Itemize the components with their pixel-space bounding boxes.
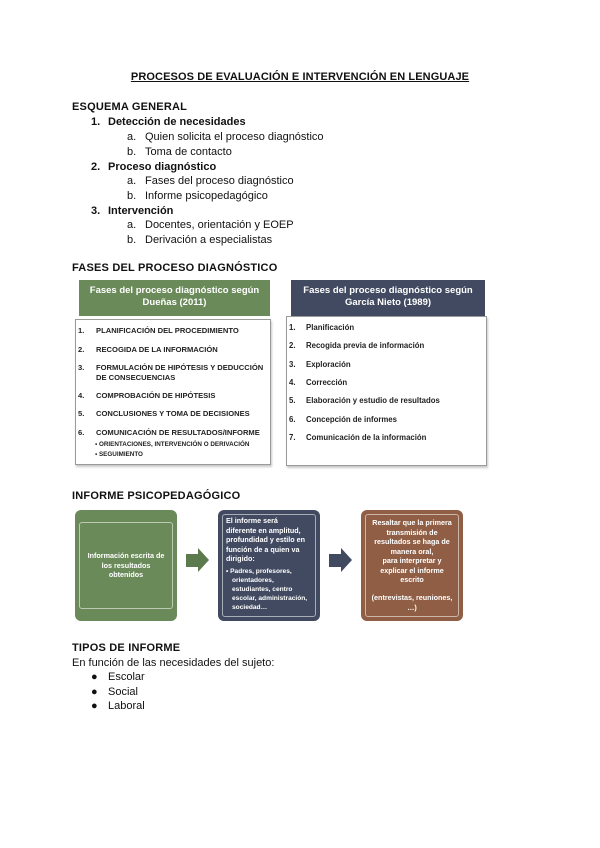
fases-right-header [291, 280, 485, 316]
fases-heading: FASES DEL PROCESO DIAGNÓSTICO [72, 262, 278, 274]
list-item-label: Detección de necesidades [108, 116, 246, 128]
bullet-icon: ● [91, 700, 98, 712]
informe-heading: INFORME PSICOPEDAGÓGICO [72, 490, 241, 502]
phase-label: Elaboración y estudio de resultados [306, 396, 440, 405]
phase-number: 6. [78, 428, 85, 437]
card-bullet-line: escolar, administración, [232, 595, 308, 602]
phase-number: 5. [78, 409, 85, 418]
card-line: los resultados [101, 560, 151, 570]
card-line: …) [407, 602, 417, 612]
phase-bullet-text: SEGUIMIENTO [98, 451, 143, 458]
card-bullet-line: orientadores, [232, 577, 274, 584]
phase-number: 2. [289, 341, 296, 350]
phase-label: Planificación [306, 323, 355, 332]
sub-item-letter: a. [127, 219, 137, 231]
phase-number: 3. [289, 360, 296, 369]
card-line: explicar el informe [380, 565, 444, 575]
list-item-number: 3. [91, 205, 101, 217]
card-line: profundidad y estilo en [226, 535, 306, 544]
sub-item-letter: b. [127, 234, 137, 246]
informe-card-green [75, 510, 177, 621]
card-line: diferente en amplitud, [226, 525, 301, 535]
list-item-number: 1. [91, 116, 101, 128]
fases-right-table [286, 316, 487, 466]
card-line: El informe será [226, 516, 278, 525]
phase-number: 4. [78, 391, 85, 400]
sub-item-text: Fases del proceso diagnóstico [145, 175, 294, 187]
fases-right-header-line2: García Nieto (1989) [344, 297, 432, 308]
phase-bullet-text: ORIENTACIONES, INTERVENCIÓN O DERIVACIÓN [98, 441, 250, 448]
phase-label: PLANIFICACIÓN DEL PROCEDIMIENTO [96, 326, 239, 335]
phase-number: 4. [289, 378, 296, 387]
card-bullet-line: estudiantes, centro [232, 586, 293, 593]
tipos-item: Laboral [108, 700, 145, 712]
card-line: función de a quien va [226, 544, 300, 554]
phase-label-continued: DE CONSECUENCIAS [96, 373, 176, 382]
phase-label: Concepción de informes [306, 415, 397, 424]
card-line: manera oral, [390, 546, 434, 556]
informe-card-brown [361, 510, 463, 621]
arrow-shaft [186, 554, 198, 567]
phase-label: RECOGIDA DE LA INFORMACIÓN [96, 345, 218, 354]
phase-label: Recogida previa de información [306, 341, 425, 350]
sub-item-letter: b. [127, 190, 137, 202]
card-bullet-line: sociedad… [232, 604, 268, 611]
card-line: obtenidos [108, 570, 144, 579]
phase-label: FORMULACIÓN DE HIPÓTESIS Y DEDUCCIÓN [96, 363, 264, 372]
bullet-icon: ▪ [95, 441, 98, 448]
fases-left-header-line1: Fases del proceso diagnóstico según [89, 285, 260, 296]
list-item-label: Intervención [108, 205, 174, 217]
sub-item-text: Quien solicita el proceso diagnóstico [145, 131, 324, 143]
phase-label: Exploración [306, 360, 351, 369]
phase-label: COMPROBACIÓN DE HIPÓTESIS [96, 391, 216, 400]
phase-label: Corrección [306, 378, 348, 387]
card-line: resultados se haga de [374, 537, 450, 546]
phase-label: Comunicación de la información [306, 433, 427, 442]
list-item-label: Proceso diagnóstico [108, 161, 217, 173]
phase-bullet [95, 451, 143, 458]
card-bullet-line: • Padres, profesores, [226, 568, 292, 575]
right-arrow-icon [198, 548, 209, 572]
sub-item-letter: b. [127, 146, 137, 158]
arrow-shaft [329, 554, 341, 567]
bullet-icon: ▪ [95, 451, 98, 458]
fases-left-header-line2: Dueñas (2011) [142, 297, 207, 308]
fases-left-table [75, 319, 271, 465]
card-line: para interpretar y [382, 556, 442, 565]
card-line: Resaltar que la primera [372, 518, 452, 527]
phase-number: 3. [78, 363, 85, 372]
sub-item-letter: a. [127, 175, 137, 187]
phase-number: 1. [289, 323, 296, 332]
list-item-number: 2. [91, 161, 101, 173]
fases-left-header [79, 280, 270, 316]
sub-item-text: Derivación a especialistas [145, 234, 273, 246]
fases-right-header-line1: Fases del proceso diagnóstico según [303, 285, 473, 296]
phase-number: 7. [289, 433, 296, 442]
card-line: transmisión de [386, 527, 438, 537]
card-line: escrito [400, 575, 424, 584]
sub-item-letter: a. [127, 131, 137, 143]
esquema-heading: ESQUEMA GENERAL [72, 101, 188, 113]
bullet-icon: ● [91, 686, 98, 698]
phase-number: 5. [289, 396, 296, 405]
bullet-icon: ● [91, 671, 98, 683]
tipos-intro: En función de las necesidades del sujeto: [72, 657, 275, 669]
document-title: PROCESOS DE EVALUACIÓN E INTERVENCIÓN EN LENGUAJE [130, 71, 470, 83]
phase-bullet [95, 441, 249, 448]
card-line: (entrevistas, reuniones, [371, 593, 453, 602]
right-arrow-icon [341, 548, 352, 572]
phase-label: COMUNICACIÓN DE RESULTADOS/INFORME [96, 428, 260, 437]
phase-label: CONCLUSIONES Y TOMA DE DECISIONES [96, 409, 250, 418]
card-line: Información escrita de [87, 551, 165, 560]
phase-number: 6. [289, 415, 296, 424]
sub-item-text: Docentes, orientación y EOEP [145, 219, 294, 231]
tipos-item: Social [108, 686, 138, 698]
tipos-heading: TIPOS DE INFORME [72, 642, 181, 654]
card-line: dirigido: [226, 554, 255, 563]
informe-card-navy [218, 510, 320, 621]
phase-number: 1. [78, 326, 85, 335]
phase-number: 2. [78, 345, 85, 354]
sub-item-text: Toma de contacto [145, 146, 232, 158]
sub-item-text: Informe psicopedagógico [145, 190, 268, 202]
tipos-item: Escolar [108, 671, 145, 683]
